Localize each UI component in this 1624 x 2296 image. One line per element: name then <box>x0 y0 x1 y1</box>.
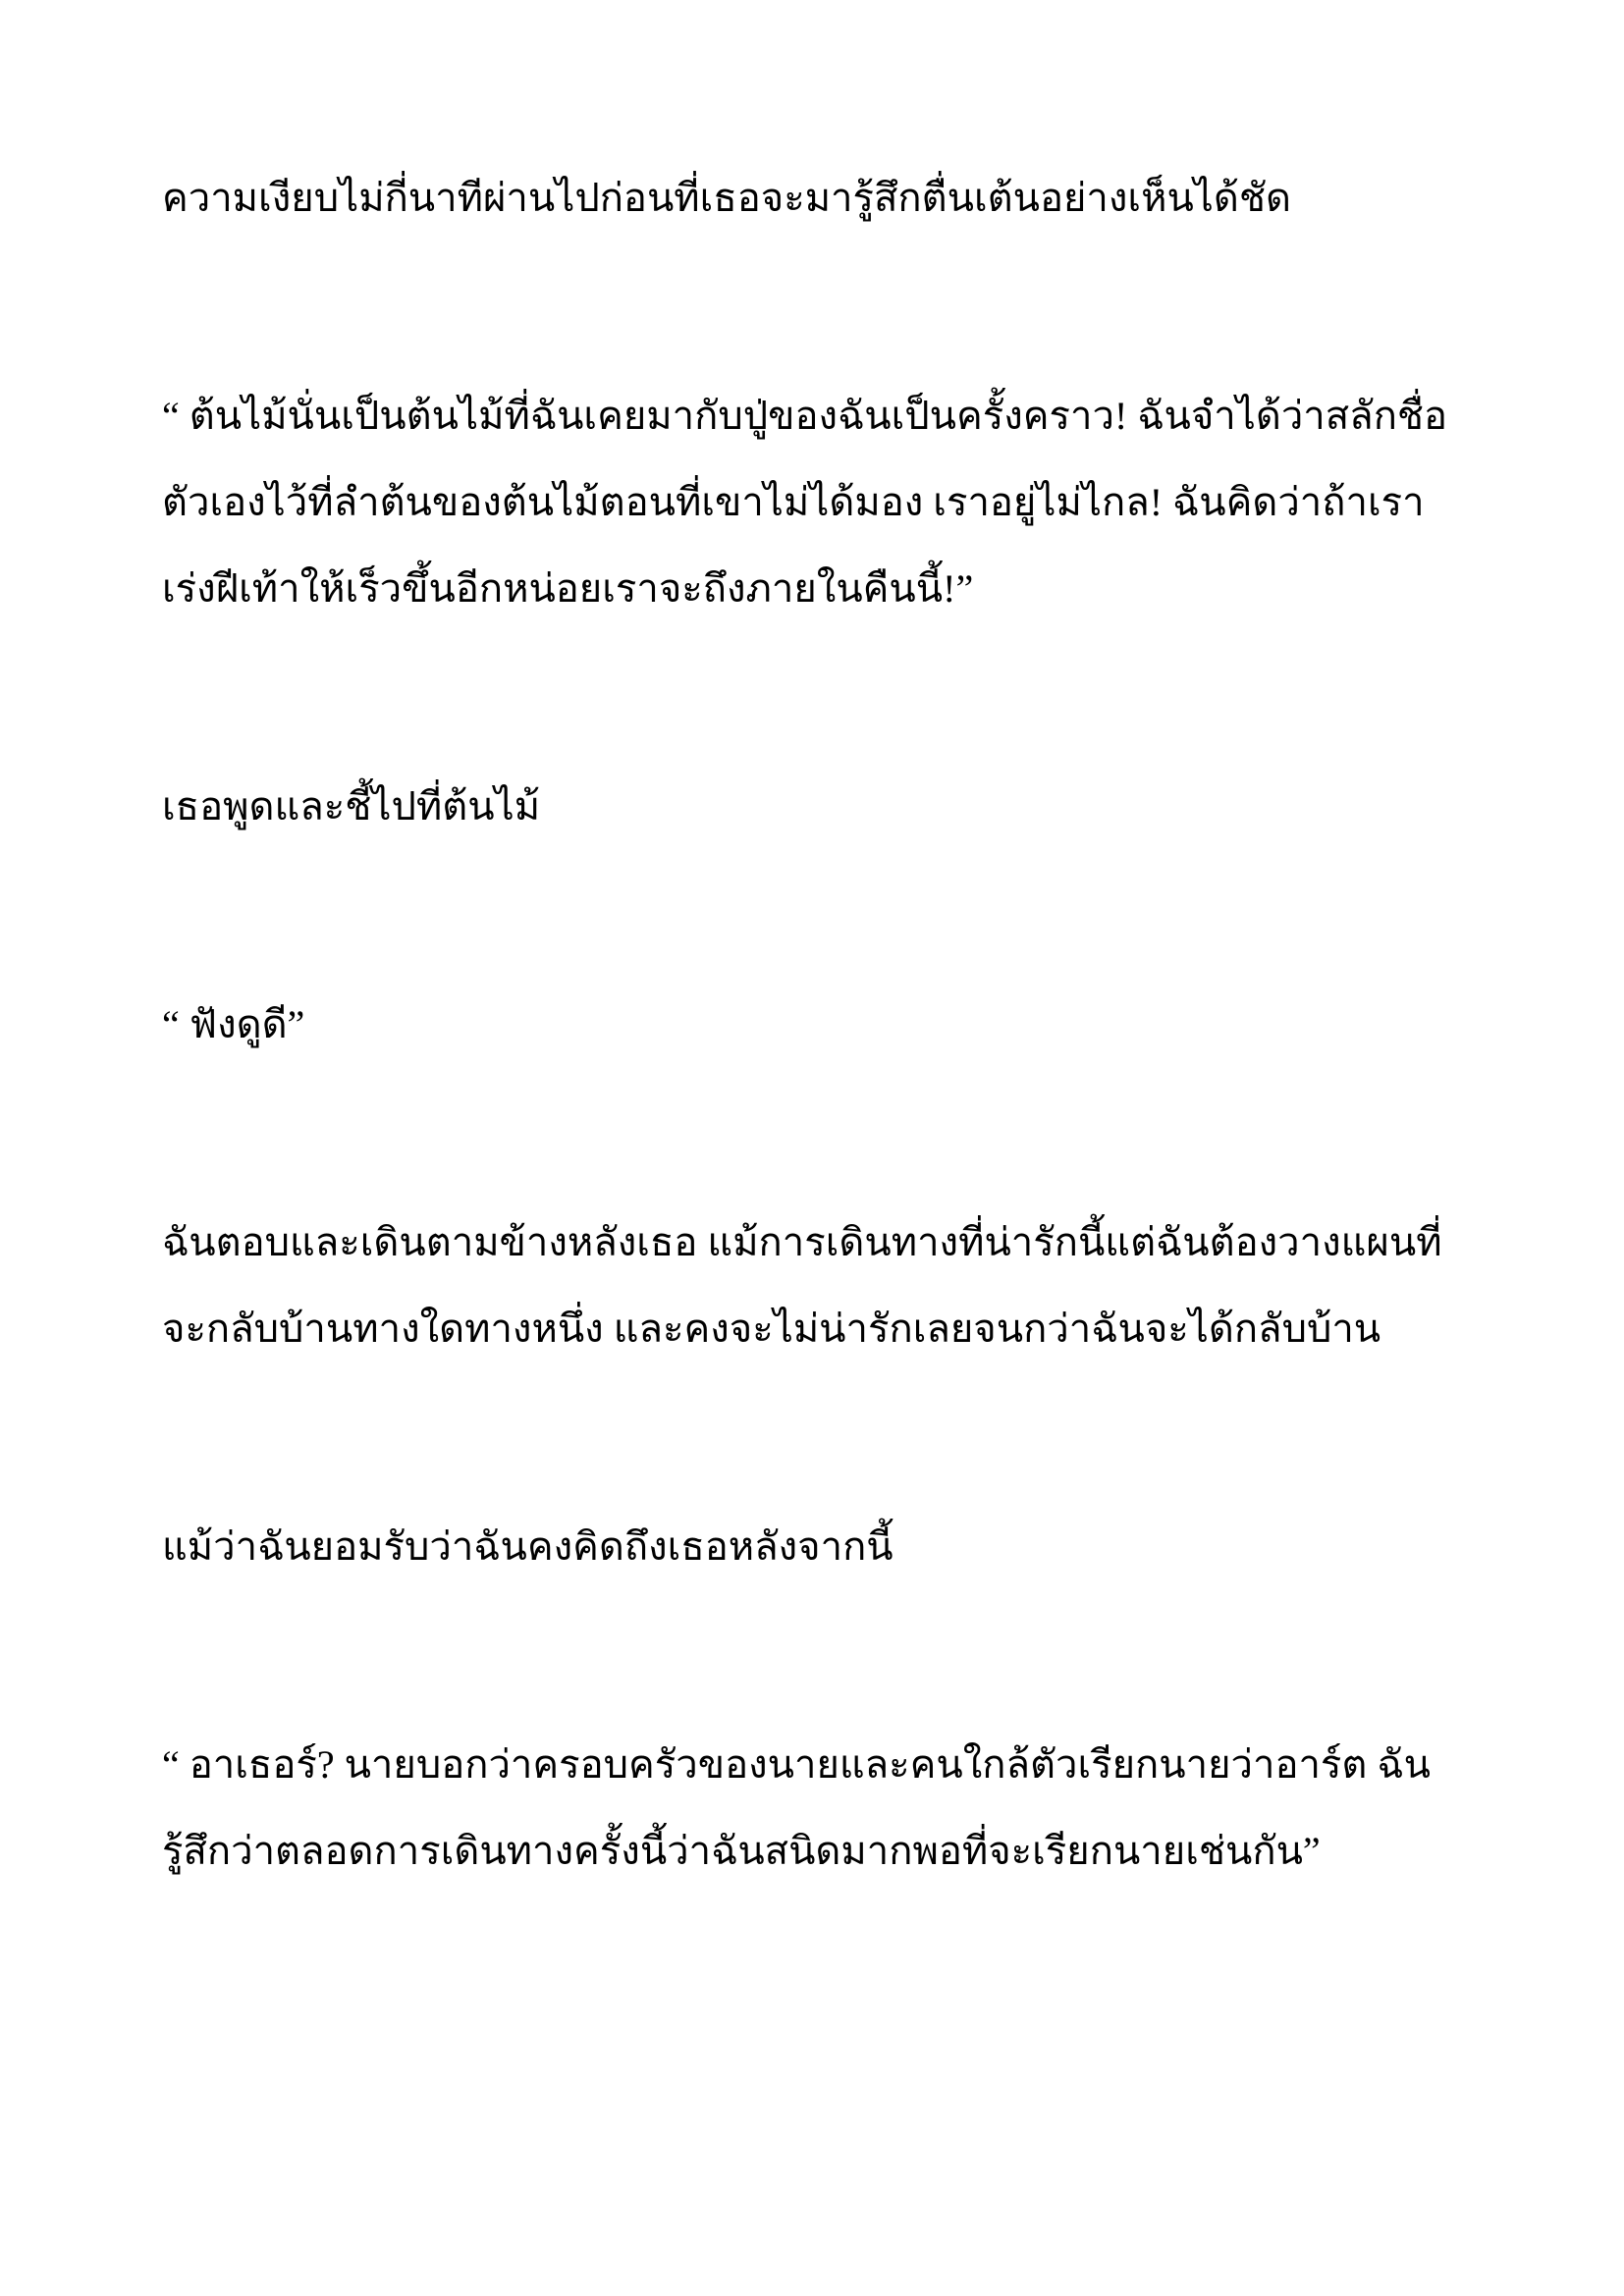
narration-paragraph: ฉันตอบและเดินตามข้างหลังเธอ แม้การเดินทางที่น่ารักนี้แต่ฉันต้องวางแผนที่จะกลับบ้านทางใดทางหนึ่ง และคงจะไม่น่ารักเลยจนกว่าฉันจะได้กลับบ้าน <box>162 1220 1442 1351</box>
dialogue-paragraph: “ อาเธอร์? นายบอกว่าครอบครัวของนายและคนใกล้ตัวเรียกนายว่าอาร์ต ฉันรู้สึกว่าตลอดการเดินทางครั้งนี้ว่าฉันสนิดมากพอที่จะเรียกนายเช่นกัน” <box>162 1742 1431 1873</box>
dialogue-paragraph: “ ฟังดูดี” <box>162 1002 305 1046</box>
narration-paragraph: เธอพูดและชี้ไปที่ต้นไม้ <box>162 784 541 828</box>
dialogue-paragraph: “ ต้นไม้นั่นเป็นต้นไม้ที่ฉันเคยมากับปู่ของฉันเป็นครั้งคราว! ฉันจำได้ว่าสลักชื่อตัวเองไว้ที่ลำต้นของต้นไม้ตอนที่เขาไม่ได้มอง เราอยู่ไม่ไกล! ฉันคิดว่าถ้าเราเร่งฝีเท้าให้เร็วขึ้นอีกหน่อยเราจะถึงภายในคืนนี้!” <box>162 394 1448 611</box>
narration-paragraph: แม้ว่าฉันยอมรับว่าฉันคงคิดถึงเธอหลังจากนี้ <box>162 1524 893 1569</box>
narration-paragraph: ความเงียบไม่กี่นาทีผ่านไปก่อนที่เธอจะมารู้สึกตื่นเต้นอย่างเห็นได้ชัด <box>162 176 1291 220</box>
